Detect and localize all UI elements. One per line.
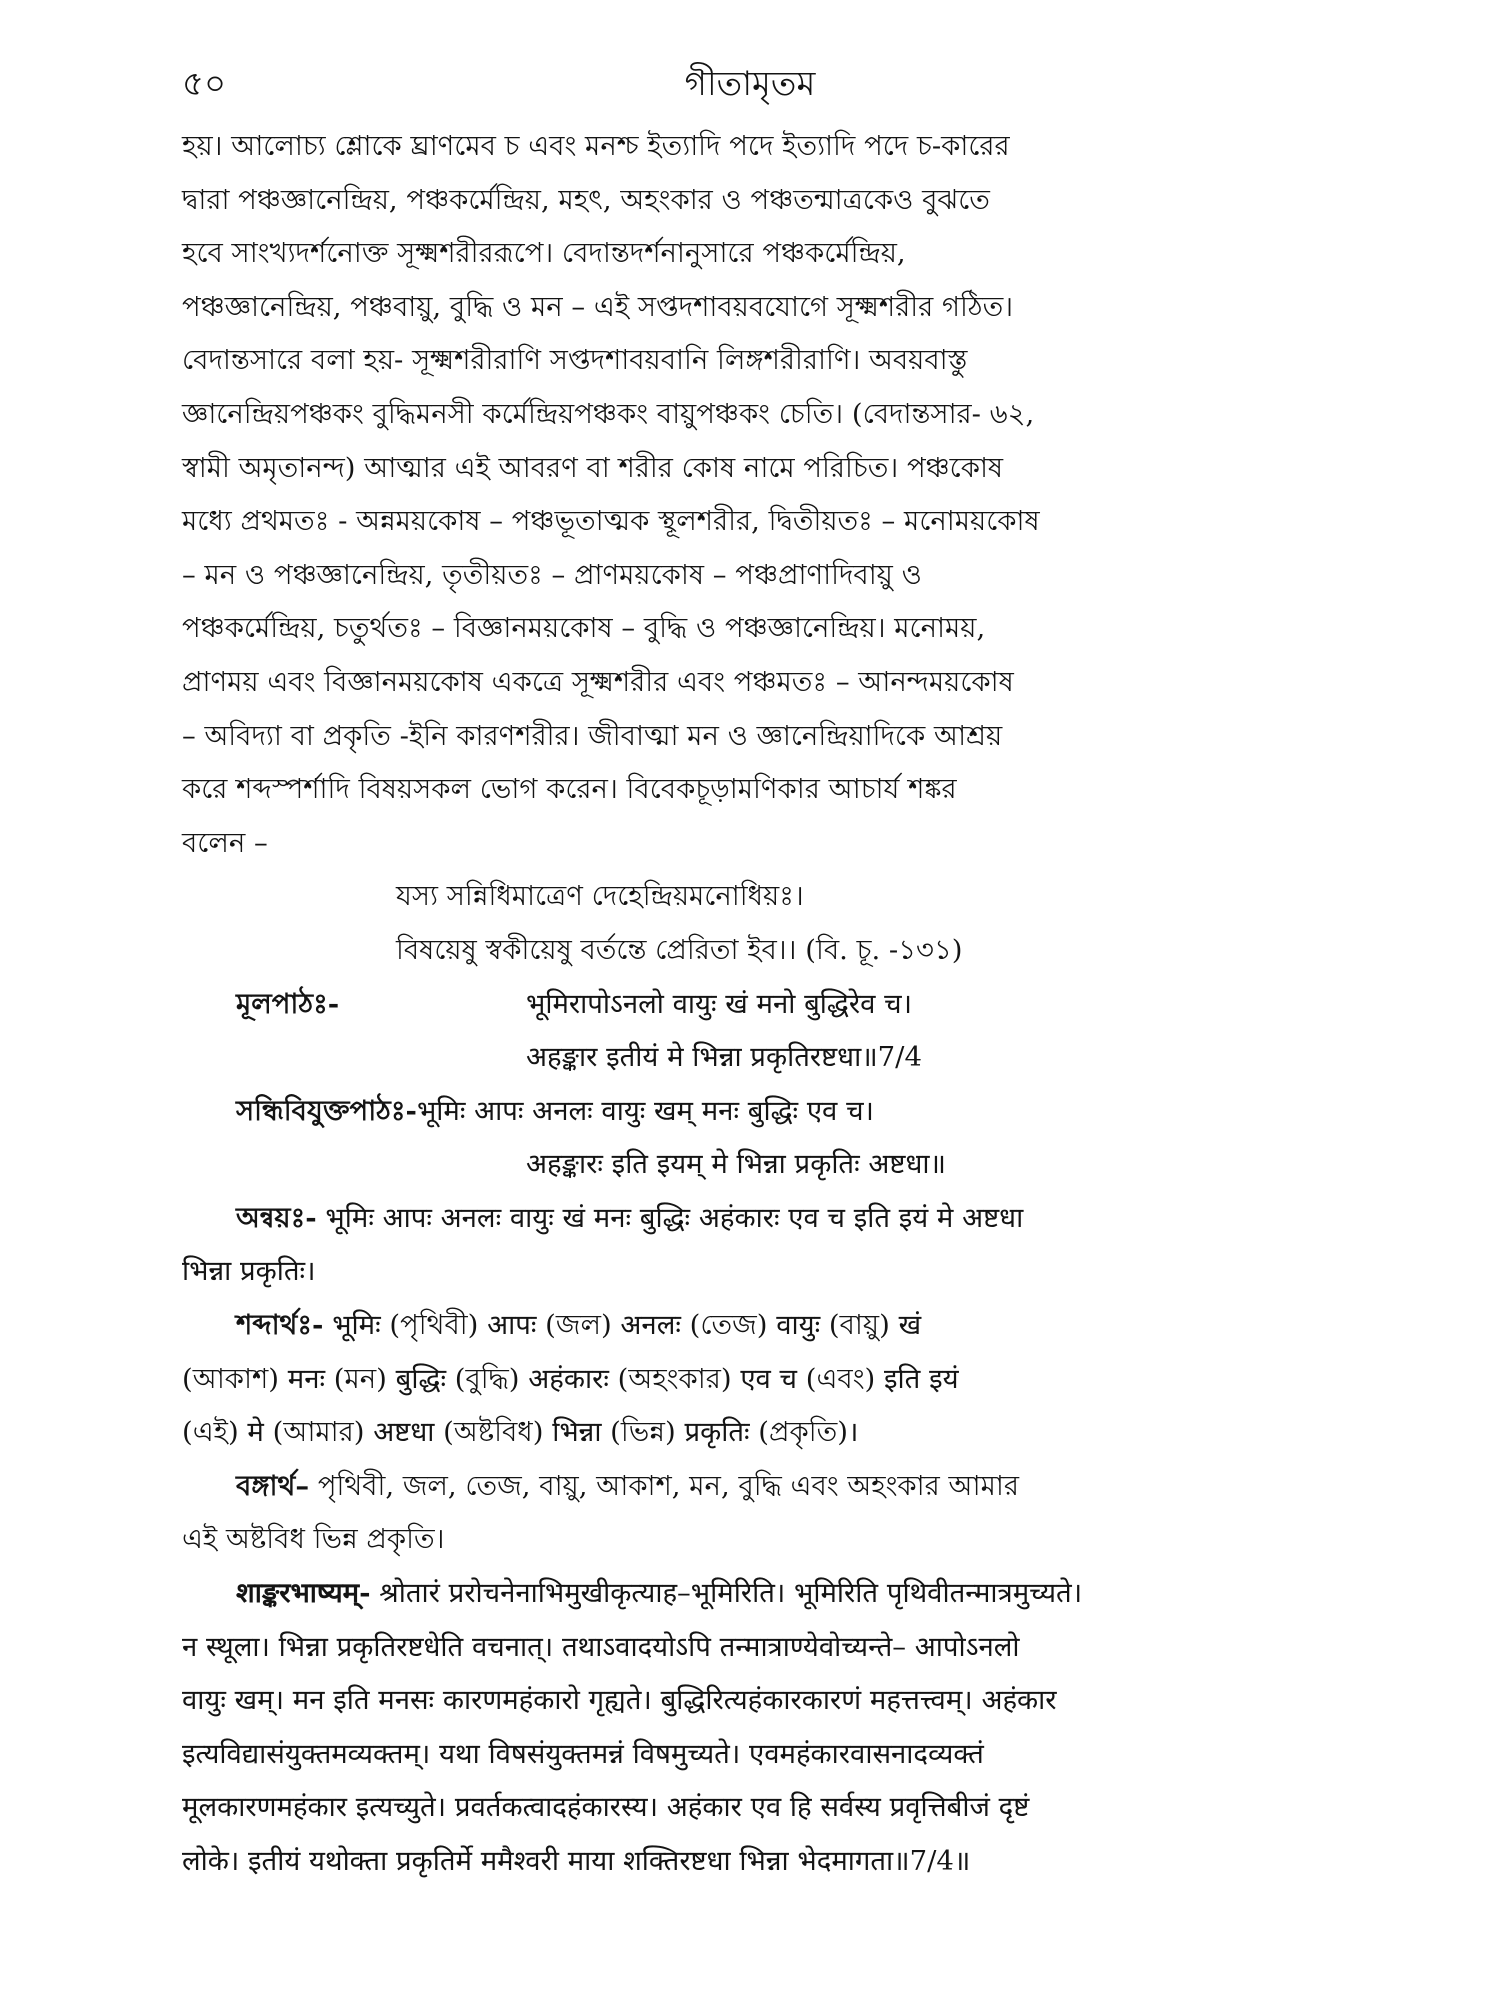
bhashya-label: शाङ्करभाष्यम्-	[236, 1577, 371, 1610]
page-number: ৫০	[182, 64, 227, 104]
sandhi-section	[182, 1085, 1330, 1192]
quoted-verse-line: বিষয়েষু স্বকীয়েষু বর্তন্তে প্রেরিতা ইব।। (বি. চূ. -১৩১)	[396, 933, 963, 966]
bangartha-section	[182, 1460, 1330, 1567]
anvaya-section	[182, 1192, 1330, 1299]
mulapath-section	[182, 978, 1330, 1085]
page-header	[0, 58, 1500, 118]
bangartha-text: পৃথিবী, জল, তেজ, বায়ু, আকাশ, মন, বুদ্ধি এবং অহংকার আমার এই অষ্টবিধ ভিন্ন প্রকৃতি।	[182, 1469, 1019, 1556]
mulapath-text: भूमिरापोऽनलो वायुः खं मनो बुद्धिरेव च। अहङ्कार इतीयं मे भिन्ना प्रकृतिरष्टधा॥7/4	[526, 987, 922, 1074]
sandhi-label: সন্ধিবিযুক্তপাঠঃ-	[236, 1094, 417, 1127]
bhashya-section	[182, 1567, 1330, 1889]
anvaya-label: অন্বয়ঃ-	[236, 1201, 317, 1234]
shabdartha-text: भूमिः (পৃথিবী) आपः (জল) अनलः (তেজ) वायुः (বায়ু) खं (আকাশ) मनः (মন) बुद्धिः (বুদ্ধি) अहंकारः (অহংকার) एव च (এবং) इति इयं (এই) मे (আমার) अष्टधा (অষ্টবিধ) भिन्ना (ভিন্ন) प्रकृतिः (প্রকৃতি)।	[182, 1309, 959, 1449]
sandhi-line-1: भूमिः आपः अनलः वायुः खम् मनः बुद्धिः एव च।	[416, 1094, 874, 1127]
shabdartha-section	[182, 1299, 1330, 1460]
running-title: গীতামৃতম	[684, 64, 816, 104]
sandhi-line-2: अहङ्कारः इति इयम् मे भिन्ना प्रकृतिः अष्टधा॥	[526, 1148, 946, 1181]
bangartha-label: বঙ্গার্থ–	[236, 1469, 310, 1502]
intro-paragraph: হয়। আলোচ্য শ্লোকে ঘ্রাণমেব চ এবং মনশ্চ ইত্যাদি পদে ইত্যাদি পদে চ-কারের দ্বারা পঞ্চজ্ঞানেন্দ্রিয়, পঞ্চকর্মেন্দ্রিয়, মহৎ, অহংকার ও পঞ্চতন্মাত্রকেও বুঝতে হবে সাংখ্যদর্শনোক্ত সূক্ষ্মশরীররূপে। বেদান্তদর্শনানুসারে পঞ্চকর্মেন্দ্রিয়, পঞ্চজ্ঞানেন্দ্রিয়, পঞ্চবায়ু, বুদ্ধি ও মন – এই সপ্তদশাবয়বযোগে সূক্ষ্মশরীর গঠিত। বেদান্তসারে বলা হয়- সূক্ষ্মশরীরাণি সপ্তদশাবয়বানি লিঙ্গশরীরাণি। অবয়বাস্তু জ্ঞানেন্দ্রিয়পঞ্চকং বুদ্ধিমনসী কর্মেন্দ্রিয়পঞ্চকং বায়ুপঞ্চকং চেতি। (বেদান্তসার- ৬২, স্বামী অমৃতানন্দ) আত্মার এই আবরণ বা শরীর কোষ নামে পরিচিত। পঞ্চকোষ মধ্যে প্রথমতঃ - অন্নময়কোষ – পঞ্চভূতাত্মক স্থূলশরীর, দ্বিতীয়তঃ – মনোময়কোষ – মন ও পঞ্চজ্ঞানেন্দ্রিয়, তৃতীয়তঃ – প্রাণময়কোষ – পঞ্চপ্রাণাদিবায়ু ও পঞ্চকর্মেন্দ্রিয়, চতুর্থতঃ – বিজ্ঞানময়কোষ – বুদ্ধি ও পঞ্চজ্ঞানেন্দ্রিয়। মনোময়, প্রাণময় এবং বিজ্ঞানময়কোষ একত্রে সূক্ষ্মশরীর এবং পঞ্চমতঃ – আনন্দময়কোষ – অবিদ্যা বা প্রকৃতি -ইনি কারণশরীর। জীবাত্মা মন ও জ্ঞানেন্দ্রিয়াদিকে আশ্রয় করে শব্দস্পর্শাদি বিষয়সকল ভোগ করেন। বিবেকচূড়ামণিকার আচার্য শঙ্কর বলেন –	[182, 130, 1040, 859]
bhashya-text: श्रोतारं प्ररोचनेनाभिमुखीकृत्याह–भूमिरिति। भूमिरिति पृथिवीतन्मात्रमुच्यते। न स्थूला। भिन्ना प्रकृतिरष्टधेति वचनात्। तथाऽवादयोऽपि तन्मात्राण्येवोच्यन्ते– आपोऽनलो वायुः खम्। मन इति मनसः कारणमहंकारो गृह्यते। बुद्धिरित्यहंकारकारणं महत्तत्त्वम्। अहंकार इत्यविद्यासंयुक्तमव्यक्तम्। यथा विषसंयुक्तमन्नं विषमुच्यते। एवमहंकारवासनादव्यक्तं मूलकारणमहंकार इत्यच्युते। प्रवर्तकत्वादहंकारस्य। अहंकार एव हि सर्वस्य प्रवृत्तिबीजं दृष्टं लोके। इतीयं यथोक्ता प्रकृतिर्मे ममैश्वरी माया शक्तिरष्टधा भिन्ना भेदमागता॥7/4॥	[182, 1577, 1083, 1877]
quoted-verse-line: যস্য সন্নিধিমাত্রেণ দেহেন্দ্রিয়মনোধিয়ঃ।	[396, 880, 804, 913]
page-body	[182, 120, 1330, 1889]
anvaya-text: भूमिः आपः अनलः वायुः खं मनः बुद्धिः अहंकारः एव च इति इयं मे अष्टधा भिन्ना प्रकृतिः।	[182, 1201, 1024, 1288]
mulapath-label: মূলপাঠঃ-	[236, 987, 340, 1020]
shabdartha-label: শব্দার্থঃ-	[236, 1309, 324, 1342]
quoted-verse	[182, 870, 1330, 977]
